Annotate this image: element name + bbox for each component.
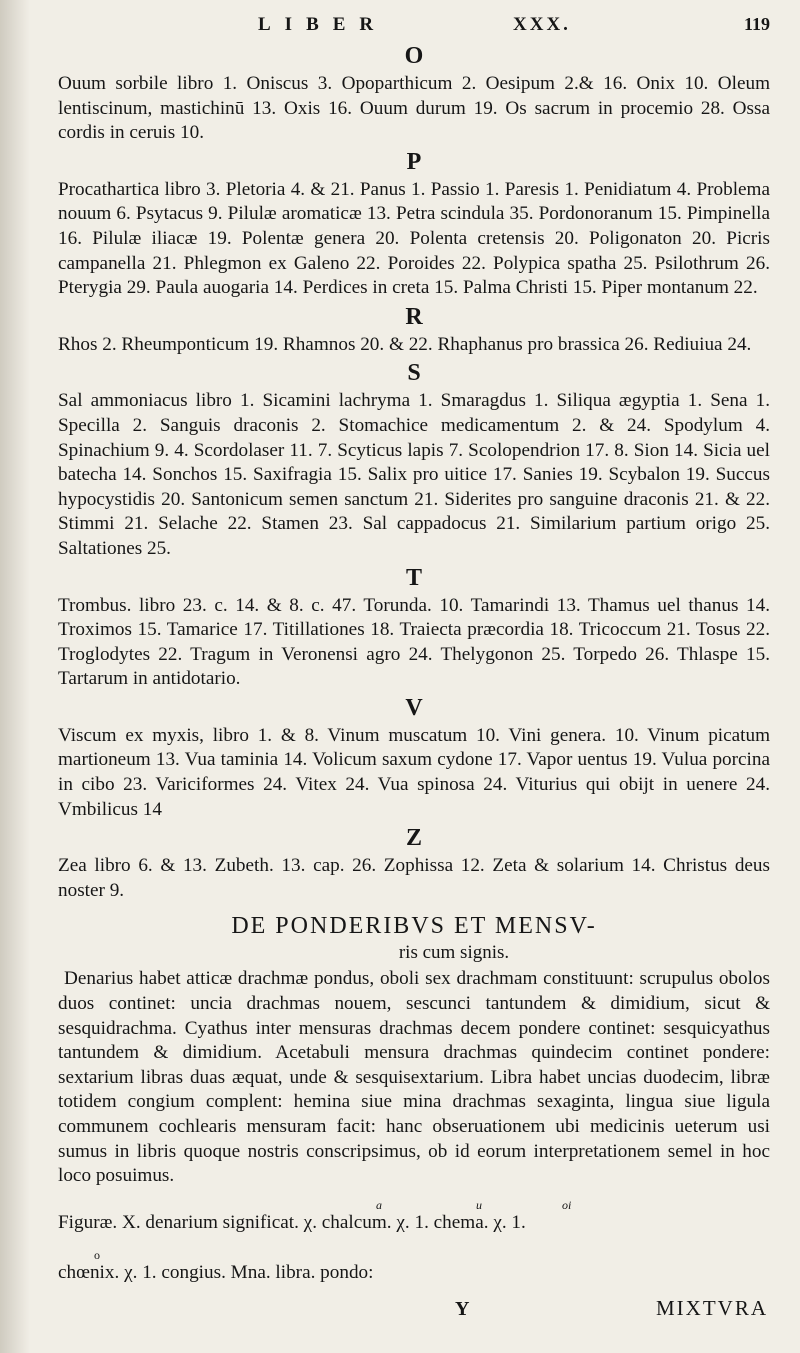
page-number: 119	[743, 14, 770, 34]
index-section-t	[58, 564, 770, 692]
weights-paragraph: Denarius habet atticæ drachmæ pondus, oboli sex drachmam constituunt: scrupulus obolos duos continet: uncia drachmas nouem, sescunci tantundem & dimidium, sicut & sesquidrachma. Cyathus inter mensuras drachmas decem pondere continet: sesquicyathus tantundem & dimidium. Acetabuli mensura drachmas quindecim continet pondere: sextarium libras duas æquat, unde & sesquisextarium. Libra habet uncias duodecim, libræ totidem congium complent: hemina siue mina drachmas sexaginta, lingua siue ligula communem cochlearis mensuram facit: hanc obseruationem ubi medicinis ueterum usi sumus in libris quoque nostris conscripsimus, ob id eorum interpretationem semel in hoc loco posuimus.	[58, 968, 770, 1187]
section-entries: Ouum sorbile libro 1. Oniscus 3. Opoparthicum 2. Oesipum 2.& 16. Onix 10. Oleum lentiscinum, mastichinū 13. Oxis 16. Ouum durum 19. Os sacrum in procemio 28. Ossa cordis in ceruis 10.	[58, 73, 770, 144]
running-head	[58, 14, 770, 40]
section-letter: Z	[405, 825, 422, 852]
superscript-mark: a	[376, 1197, 382, 1212]
running-head-middle: XXX.	[513, 14, 571, 35]
section-entries: Zea libro 6. & 13. Zubeth. 13. cap. 26. Zophissa 12. Zeta & solarium 14. Christus deus noster 9.	[58, 855, 770, 901]
section-title: DE PONDERIBVS ET MENSV-	[231, 913, 597, 940]
signature-mark: Y	[455, 1298, 470, 1320]
section-entries: Viscum ex myxis, libro 1. & 8. Vinum muscatum 10. Vini genera. 10. Vinum picatum martioneum 13. Vua taminia 14. Volicum saxum cydone 17. Vapor uentus 19. Vulua porcina in cibo 23. Variciformes 24. Vitex 24. Vua spinosa 24. Viturius qui obijt in uenere 24. Vmbilicus 14	[58, 724, 770, 820]
index-section-r	[58, 303, 770, 358]
section-letter: S	[407, 360, 421, 387]
section-letter: P	[406, 148, 422, 175]
superscript-mark: o	[94, 1247, 100, 1262]
superscript-mark: oi	[562, 1197, 572, 1212]
section-letter: R	[405, 303, 423, 330]
figures-text: chœnix. χ. 1. congius. Mna. libra. pondo:	[58, 1261, 374, 1283]
section-letter: V	[405, 694, 423, 721]
section-letter: T	[405, 564, 422, 591]
running-head-left: LIBER	[258, 14, 388, 35]
weights-measures-section	[58, 911, 770, 1284]
index-section-p	[58, 148, 770, 301]
figures-line-2	[58, 1247, 770, 1285]
figures-line	[58, 1197, 770, 1235]
section-entries: Procathartica libro 3. Pletoria 4. & 21. Panus 1. Passio 1. Paresis 1. Penidiatum 4. Problema nouum 6. Psytacus 9. Pilulæ aromaticæ 13. Petra scindula 35. Pordonoranum 15. Pimpinella 16. Pilulæ iliacæ 19. Polentæ genera 20. Polenta cretensis 20. Poligonaton 20. Picris campanella 21. Phlegmon ex Galeno 22. Poroides 22. Polypica spatha 25. Psilothrum 26. Pterygia 29. Paula auogaria 14. Perdices in creta 15. Palma Christi 15. Piper montanum 22.	[58, 178, 770, 299]
superscript-mark: u	[476, 1197, 482, 1212]
index-section-s	[58, 359, 770, 561]
section-subtitle: ris cum signis.	[398, 942, 510, 964]
figures-text: Figuræ. X. denarium significat. χ. chalcum. χ. 1. chema. χ. 1.	[58, 1211, 526, 1233]
index-section-o	[58, 42, 770, 146]
index-section-v	[58, 694, 770, 822]
catchword: MIXTVRA	[656, 1296, 768, 1320]
section-entries: Trombus. libro 23. c. 14. & 8. c. 47. Torunda. 10. Tamarindi 13. Thamus uel thanus 14. Troximos 15. Tamarice 17. Titillationes 18. Traiecta præcordia 18. Tricoccum 21. Tosus 22. Troglodytes 22. Tragum in Veronensi agro 24. Thelygonon 25. Torpedo 26. Thlaspe 15. Tartarum in antidotario.	[58, 594, 770, 690]
index-section-z	[58, 824, 770, 903]
section-entries: Sal ammoniacus libro 1. Sicamini lachryma 1. Smaragdus 1. Siliqua ægyptia 1. Sena 1. Specilla 2. Sanguis draconis 2. Stomachice medicamentum 2. & 24. Spodylum 4. Spinachium 9. 4. Scordolaser 11. 7. Scyticus lapis 7. Scolopendrion 17. 8. Sion 14. Sicia uel batecha 14. Sonchos 15. Saxifragia 15. Salix pro uitice 17. Sanies 19. Scybalon 19. Succus hypocystidis 20. Santonicum semen sanctum 21. Siderites pro sanguine draconis 21. & 22. Stimmi 21. Selache 22. Stamen 23. Sal cappadocus 21. Similarium partium origo 25. Saltationes 25.	[58, 390, 770, 559]
section-entries: Rhos 2. Rheumponticum 19. Rhamnos 20. & 22. Rhaphanus pro brassica 26. Rediuiua 24.	[58, 333, 752, 355]
section-letter: O	[404, 43, 424, 69]
